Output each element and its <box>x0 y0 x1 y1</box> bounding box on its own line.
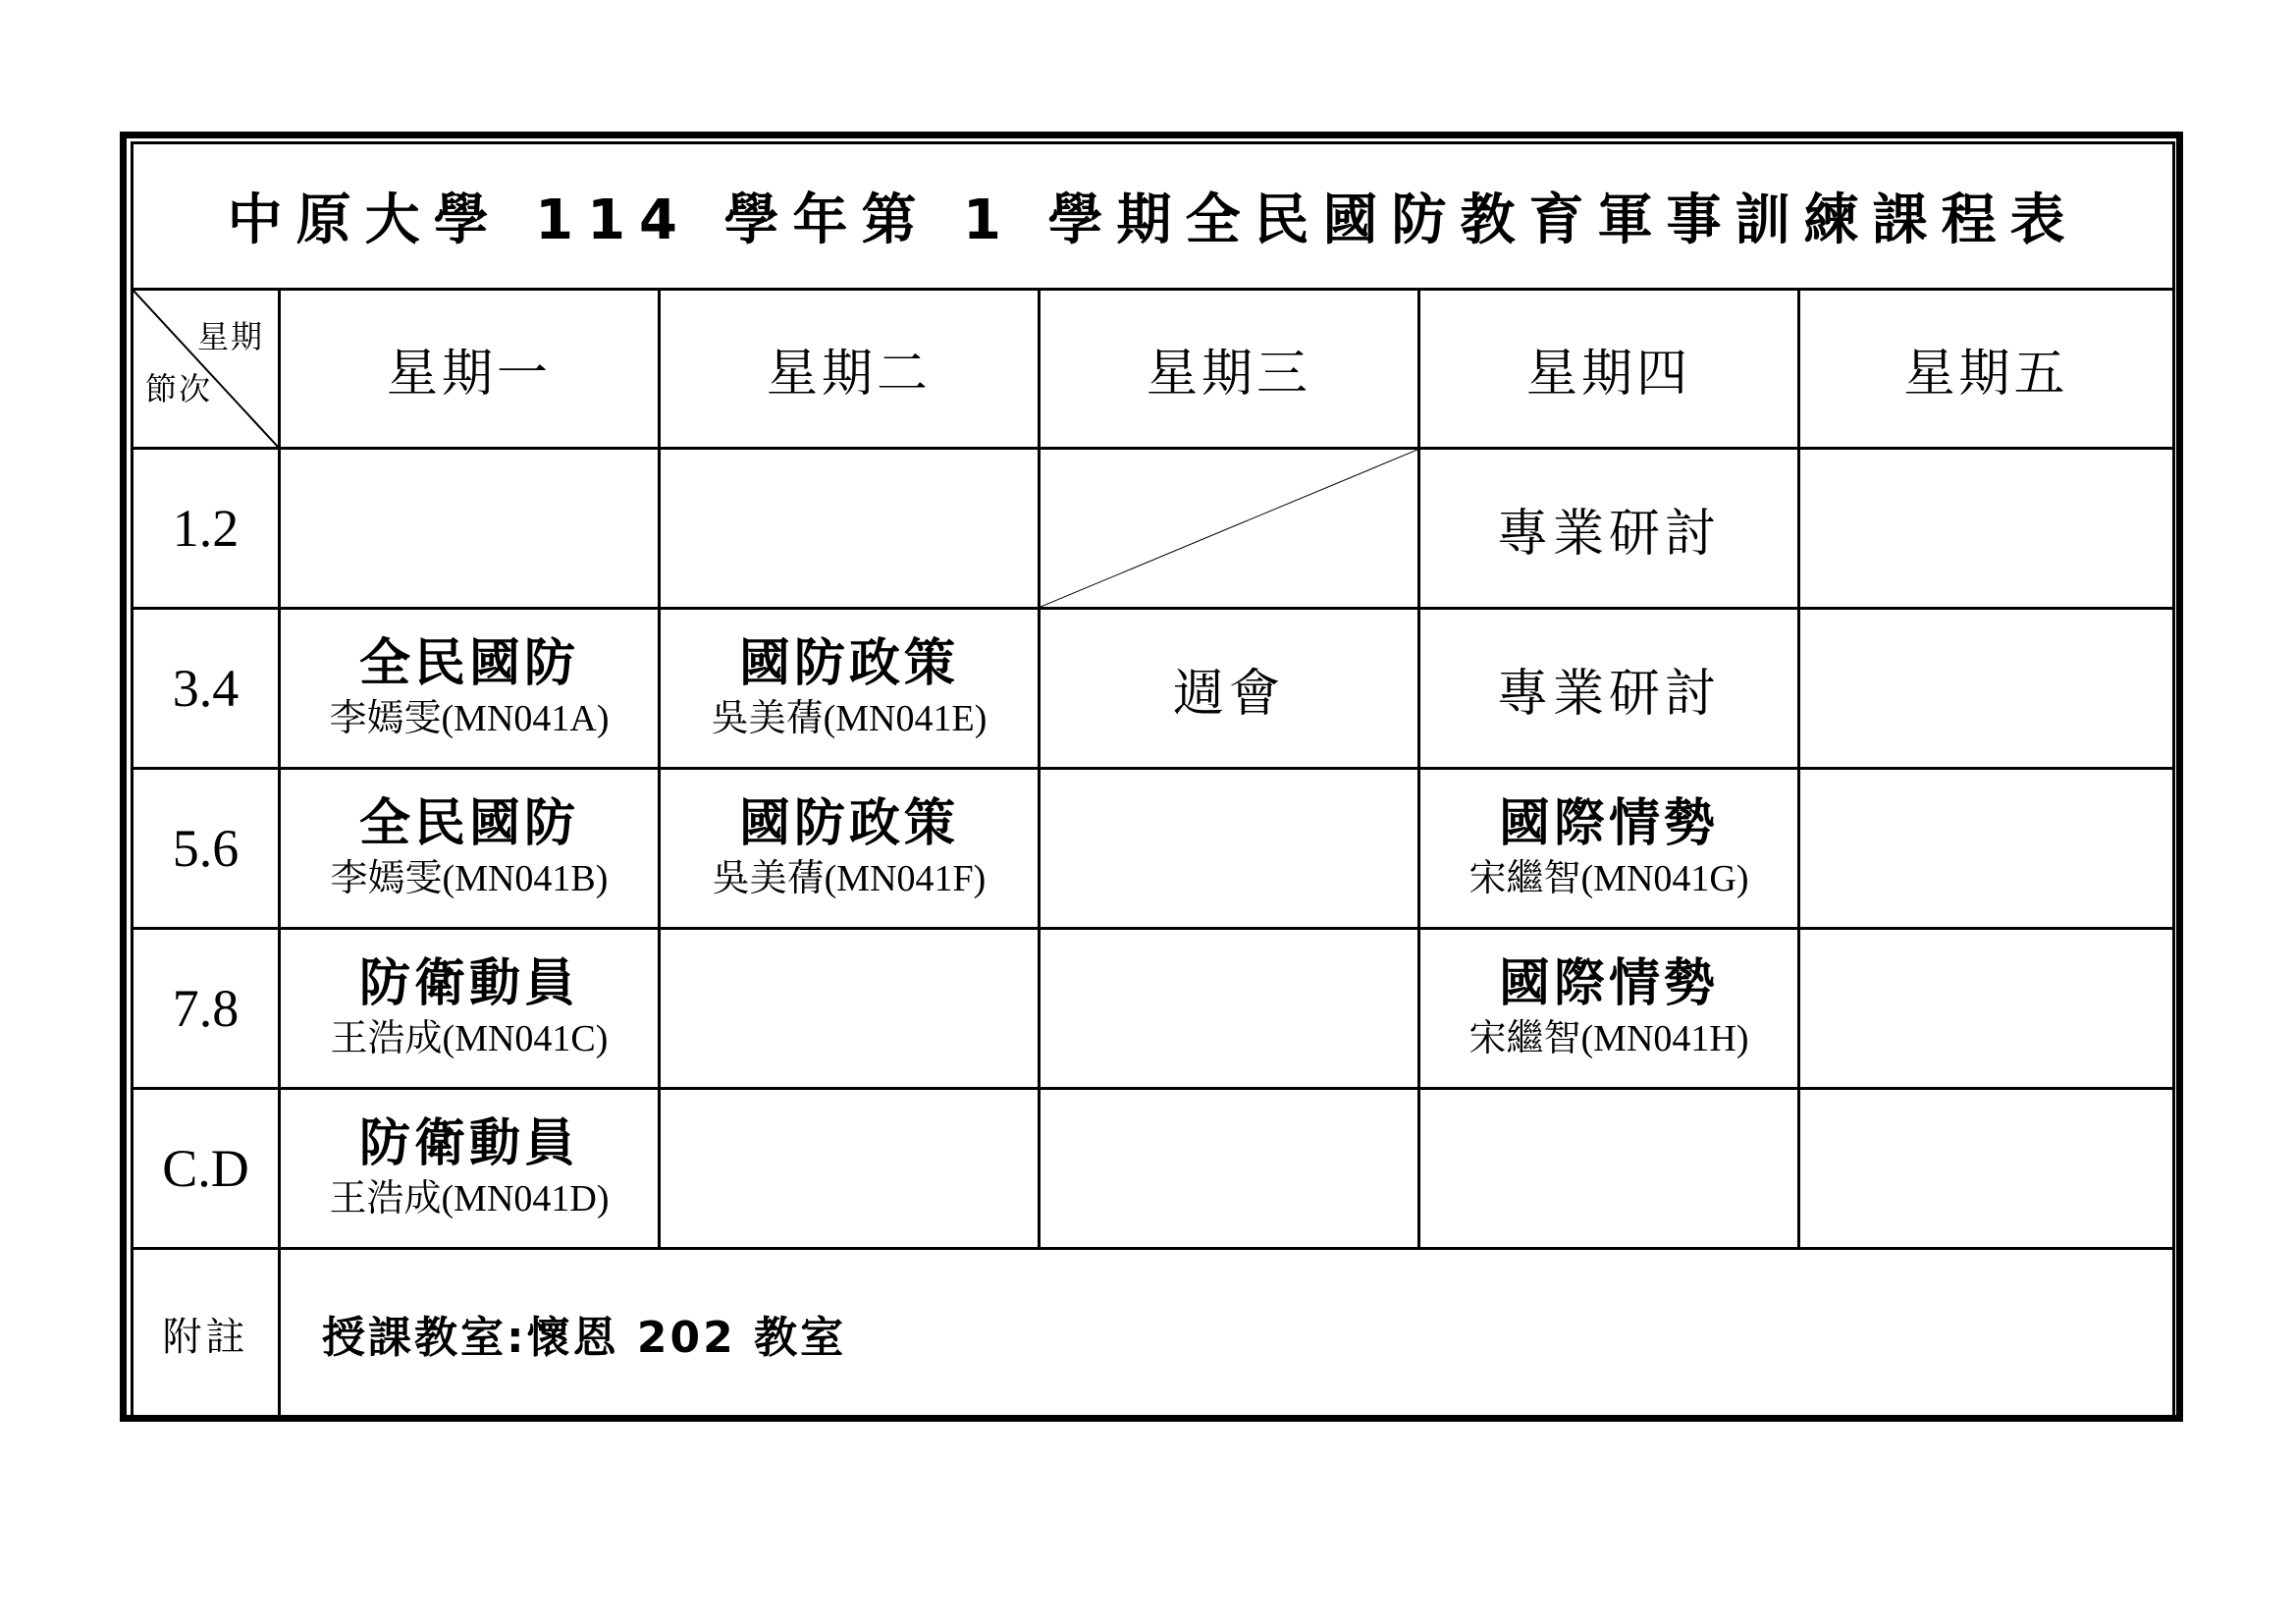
corner-period-label: 節次 <box>145 370 213 407</box>
course-teacher-code: 王浩成(MN041D) <box>329 1177 610 1219</box>
course-slot <box>1419 929 1799 1089</box>
empty-slot <box>660 1089 1040 1249</box>
course-teacher-code: 宋繼智(MN041H) <box>1468 1017 1749 1059</box>
course-name: 週會 <box>1172 664 1285 724</box>
empty-slot <box>660 449 1040 609</box>
course-slot <box>1419 449 1799 609</box>
empty-slot <box>1799 929 2174 1089</box>
note-label: 附註 <box>133 1249 280 1419</box>
day-header: 星期一 <box>280 290 660 449</box>
course-slot <box>660 769 1040 929</box>
course-schedule-table <box>131 141 2175 1420</box>
period-label: 3.4 <box>133 609 280 769</box>
corner-header-cell <box>133 290 280 449</box>
course-teacher-code: 宋繼智(MN041G) <box>1468 857 1749 899</box>
course-slot <box>280 929 660 1089</box>
period-label: 5.6 <box>133 769 280 929</box>
course-teacher-code: 吳美蒨(MN041F) <box>712 857 987 899</box>
course-slot <box>1040 609 1419 769</box>
day-header: 星期四 <box>1419 290 1799 449</box>
course-slot <box>1419 609 1799 769</box>
course-name: 防衛動員 <box>358 954 579 1014</box>
course-teacher-code: 李嫣雯(MN041A) <box>329 697 610 739</box>
course-slot <box>660 609 1040 769</box>
day-header: 星期三 <box>1040 290 1419 449</box>
empty-slot <box>1799 609 2174 769</box>
course-name: 防衛動員 <box>358 1114 579 1174</box>
empty-slot <box>1799 769 2174 929</box>
period-row <box>133 1089 2174 1249</box>
period-row <box>133 609 2174 769</box>
course-teacher-code: 李嫣雯(MN041B) <box>330 857 609 899</box>
period-label: 7.8 <box>133 929 280 1089</box>
empty-slot <box>1040 769 1419 929</box>
page-title: 中原大學 114 學年第 1 學期全民國防教育軍事訓練課程表 <box>133 143 2174 290</box>
empty-slot <box>660 929 1040 1089</box>
course-name: 全民國防 <box>358 634 579 694</box>
course-name: 專業研討 <box>1496 504 1721 564</box>
empty-slot <box>1040 929 1419 1089</box>
course-name: 國防政策 <box>738 794 959 854</box>
course-slot <box>280 1089 660 1249</box>
course-name: 國際情勢 <box>1498 954 1719 1014</box>
diagonal-slash-mark <box>1041 450 1417 607</box>
course-slot <box>280 609 660 769</box>
no-class-slot <box>1040 449 1419 609</box>
empty-slot <box>1799 1089 2174 1249</box>
day-header: 星期五 <box>1799 290 2174 449</box>
day-header: 星期二 <box>660 290 1040 449</box>
course-name: 國防政策 <box>738 634 959 694</box>
course-teacher-code: 王浩成(MN041C) <box>330 1017 609 1059</box>
empty-slot <box>1419 1089 1799 1249</box>
period-row <box>133 769 2174 929</box>
course-teacher-code: 吳美蒨(MN041E) <box>711 697 988 739</box>
course-slot <box>280 769 660 929</box>
period-row <box>133 449 2174 609</box>
course-name: 國際情勢 <box>1498 794 1719 854</box>
corner-day-label: 星期 <box>196 318 264 355</box>
empty-slot <box>280 449 660 609</box>
period-row <box>133 929 2174 1089</box>
course-name: 專業研討 <box>1496 664 1721 724</box>
period-label: C.D <box>133 1089 280 1249</box>
course-name: 全民國防 <box>358 794 579 854</box>
empty-slot <box>1040 1089 1419 1249</box>
course-slot <box>1419 769 1799 929</box>
note-row <box>133 1249 2174 1419</box>
period-label: 1.2 <box>133 449 280 609</box>
note-text: 授課教室:懷恩 202 教室 <box>280 1249 2174 1419</box>
empty-slot <box>1799 449 2174 609</box>
